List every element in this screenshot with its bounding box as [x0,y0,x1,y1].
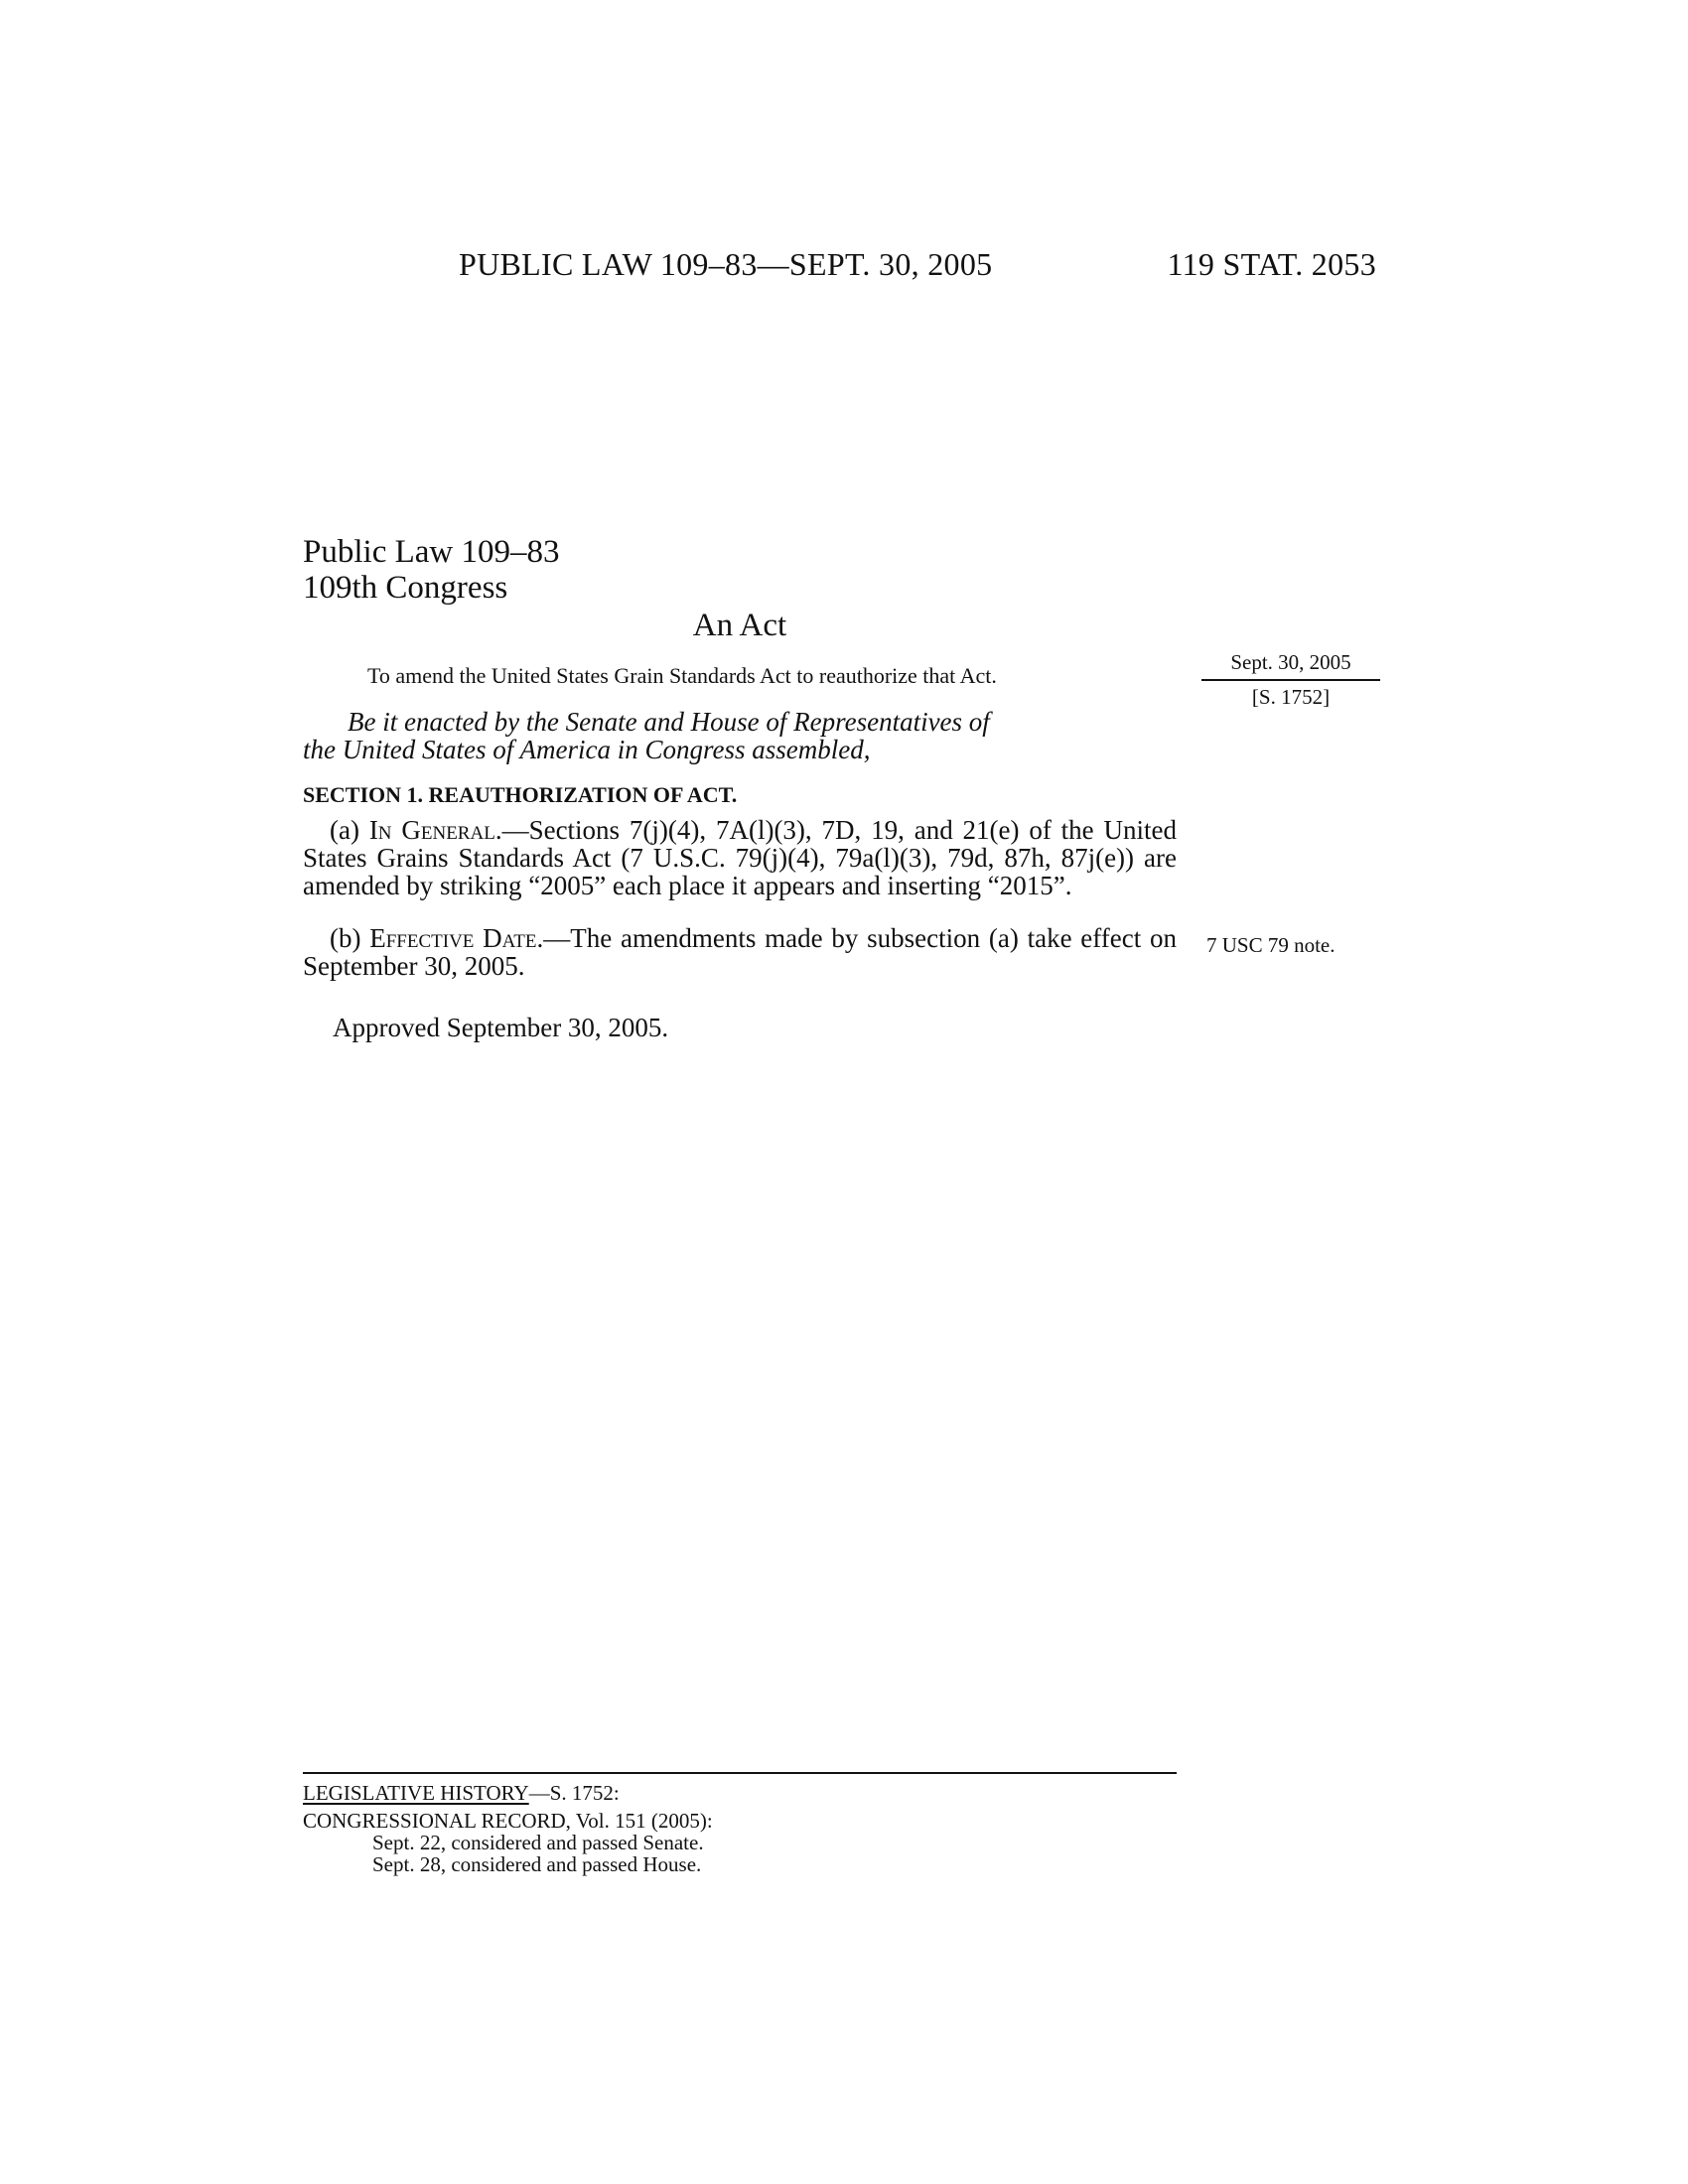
subsection-b-marker: (b) [330,923,370,953]
subsection-a [303,816,1177,899]
legislative-history-heading: LEGISLATIVE HISTORY [303,1781,529,1805]
margin-rule [1201,679,1380,681]
legislative-history [303,1782,713,1875]
legislative-history-bill: —S. 1752: [528,1781,620,1805]
running-head-right: 119 STAT. 2053 [1167,246,1376,282]
margin-bill-number: [S. 1752] [1251,685,1331,709]
subsection-a-text: Sections 7(j)(4), 7A(l)(3), 7D, 19, and 21(e) of the United States Grains Standards Act (7 U.S.C. 79(j)(4), 79a(l)(3), 79d, 87h, 87j(e)) are amended by striking “2005” each place it appears and inserting “2015”. [303,815,1177,900]
enacting-clause-line-1: Be it enacted by the Senate and House of Representatives of [348,707,990,737]
act-title: An Act [692,608,787,643]
margin-note: 7 USC 79 note. [1206,933,1336,957]
legislative-history-rule [303,1772,1177,1774]
subsection-a-marker: (a) [330,815,369,845]
subsection-b [303,924,1177,980]
margin-date: Sept. 30, 2005 [1230,650,1351,674]
approval-line: Approved September 30, 2005. [333,1013,669,1042]
subsection-b-heading: Effective Date [369,923,537,953]
enacting-clause [303,708,1177,763]
act-purpose: To amend the United States Grain Standards Act to reauthorize that Act. [367,663,997,688]
legislative-history-entry: Sept. 28, considered and passed House. [372,1852,702,1876]
congress-number: 109th Congress [303,570,508,606]
enacting-clause-line-2: the United States of America in Congress assembled, [303,735,871,764]
running-head-left: PUBLIC LAW 109–83—SEPT. 30, 2005 [459,246,993,282]
law-identification [303,534,559,606]
subsection-a-heading: In General [368,815,495,845]
legislative-history-heading-line [303,1782,713,1804]
law-number: Public Law 109–83 [303,534,560,570]
margin-date-block [1201,650,1380,710]
subsection-b-text: The amendments made by subsection (a) take effect on September 30, 2005. [303,923,1177,981]
congressional-record: CONGRESSIONAL RECORD, Vol. 151 (2005): [303,1809,713,1833]
section-heading: SECTION 1. REAUTHORIZATION OF ACT. [303,782,738,807]
legislative-history-entry: Sept. 22, considered and passed Senate. [372,1831,704,1854]
subsection-a-paragraph: (a) In General.—Sections 7(j)(4), 7A(l)(3), 7D, 19, and 21(e) of the United States Grains Standards Act (7 U.S.C. 79(j)(4), 79a(l)(3), 79d, 87h, 87j(e)) are amended by striking “2005” each place it appears and inserting “2015”. [303,815,1177,900]
subsection-b-paragraph: (b) Effective Date.—The amendments made by subsection (a) take effect on September 30, 2005. [303,923,1177,981]
